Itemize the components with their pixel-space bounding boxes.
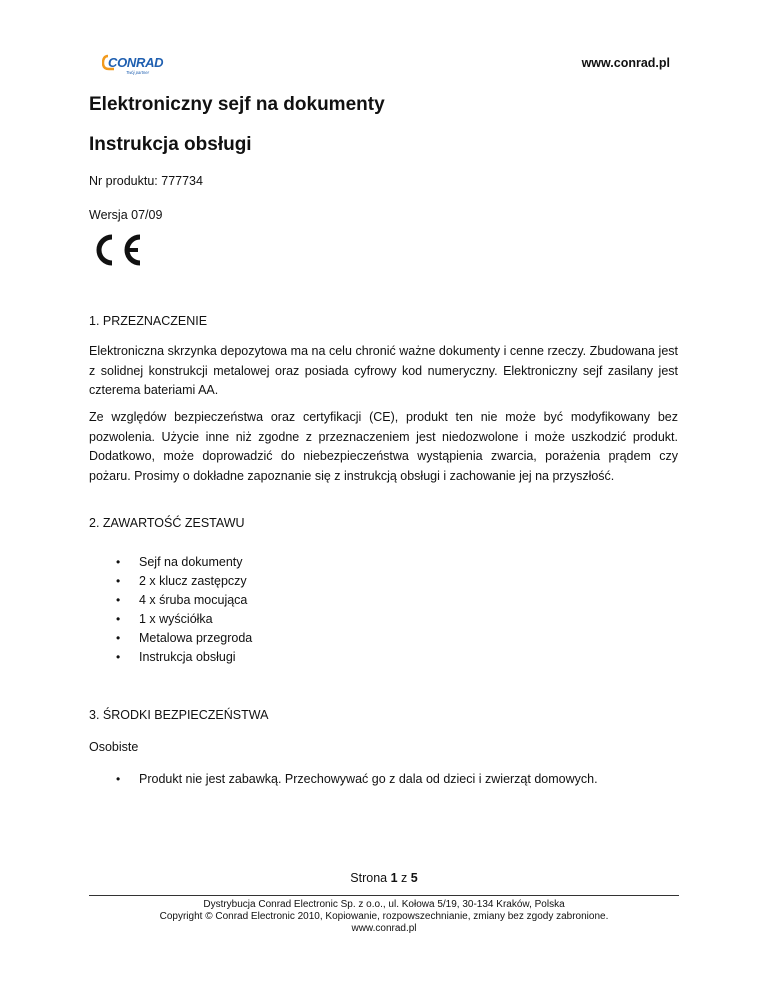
page-current: 1 xyxy=(390,871,398,885)
page-separator: z xyxy=(401,871,408,885)
section-3-subheading: Osobiste xyxy=(89,740,139,754)
ce-mark-icon xyxy=(88,232,144,268)
bullet: • xyxy=(116,612,121,626)
bullet: • xyxy=(116,650,121,664)
header-website[interactable]: www.conrad.pl xyxy=(581,56,670,70)
list-item-text: 4 x śruba mocująca xyxy=(139,593,248,607)
bullet: • xyxy=(116,555,121,569)
footer-copyright: Copyright © Conrad Electronic 2010, Kopiowanie, rozpowszechnianie, zmiany bez zgody zabronione. xyxy=(159,911,609,922)
footer-website[interactable]: www.conrad.pl xyxy=(351,923,417,934)
list-item xyxy=(89,572,252,591)
list-item-text: Produkt nie jest zabawką. Przechowywać go z dala od dzieci i zwierząt domowych. xyxy=(139,772,598,786)
section-1-heading: 1. PRZEZNACZENIE xyxy=(89,314,208,328)
svg-text:CONRAD: CONRAD xyxy=(108,55,164,70)
section-1-paragraph-2: Ze względów bezpieczeństwa oraz certyfikacji (CE), produkt ten nie może być modyfikowany bez pozwolenia. Użycie inne niż zgodne z przeznaczeniem jest niedozwolone i może uszkodzić produkt. Dodatkowo, może doprowadzić do niebezpieczeństwa wystąpienia zwarcia, porażenia prądem czy pożaru. Prosimy o dokładne zapoznanie się z instrukcją obsługi i zachowanie jej na przyszłość. xyxy=(89,410,678,483)
contents-list xyxy=(89,553,252,667)
bullet: • xyxy=(116,631,121,645)
bullet: • xyxy=(116,593,121,607)
list-item-text: 2 x klucz zastępczy xyxy=(139,574,247,588)
page-prefix: Strona xyxy=(350,871,388,885)
page-number xyxy=(0,871,768,885)
list-item-text: Sejf na dokumenty xyxy=(139,555,243,569)
list-item xyxy=(89,553,252,572)
list-item-text: Instrukcja obsługi xyxy=(139,650,236,664)
safety-list xyxy=(89,770,598,789)
list-item xyxy=(89,591,252,610)
page-total: 5 xyxy=(410,871,418,885)
section-1-paragraph-1: Elektroniczna skrzynka depozytowa ma na celu chronić ważne dokumenty i cenne rzeczy. Zbudowana jest z solidnej konstrukcji metalowej oraz posiada cyfrowy kod numeryczny. Elektroniczny sejf zasilany jest czterema bateriami AA. xyxy=(89,344,678,397)
list-item-text: 1 x wyściółka xyxy=(139,612,213,626)
section-2-heading: 2. ZAWARTOŚĆ ZESTAWU xyxy=(89,516,245,530)
document-title: Elektroniczny sejf na dokumenty xyxy=(89,94,385,115)
section-3-heading: 3. ŚRODKI BEZPIECZEŃSTWA xyxy=(89,708,269,722)
conrad-logo xyxy=(102,53,180,77)
list-item xyxy=(89,648,252,667)
list-item xyxy=(89,770,598,789)
bullet: • xyxy=(116,772,121,786)
list-item-text: Metalowa przegroda xyxy=(139,631,253,645)
version: Wersja 07/09 xyxy=(89,208,163,222)
footer-address: Dystrybucja Conrad Electronic Sp. z o.o., ul. Kołowa 5/19, 30-134 Kraków, Polska xyxy=(203,899,565,910)
footer-divider xyxy=(89,895,679,896)
bullet: • xyxy=(116,574,121,588)
svg-text:Twój partner: Twój partner xyxy=(126,70,149,75)
document-subtitle: Instrukcja obsługi xyxy=(89,134,252,155)
product-number: Nr produktu: 777734 xyxy=(89,174,203,188)
list-item xyxy=(89,610,252,629)
list-item xyxy=(89,629,252,648)
